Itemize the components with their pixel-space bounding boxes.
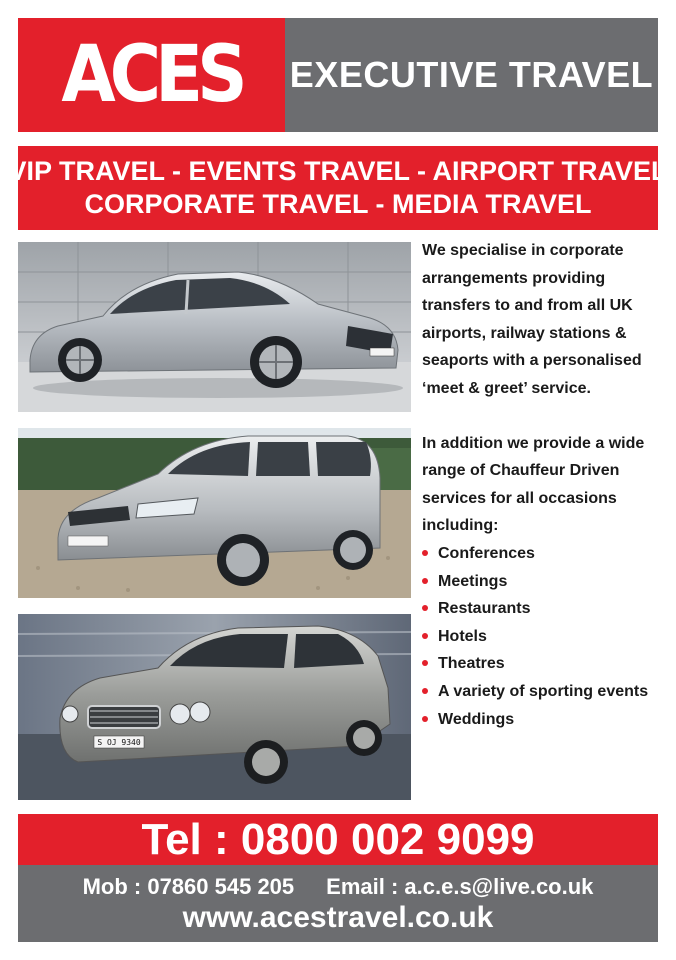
telephone-banner	[18, 814, 658, 865]
list-item	[422, 706, 658, 734]
telephone-number: Tel : 0800 002 9099	[141, 814, 535, 864]
chauffeur-paragraph: In addition we provide a wide range of Chauffeur Driven services for all occasions including:	[422, 434, 645, 535]
bullet-icon	[422, 605, 428, 611]
license-plate: S OJ 9340	[97, 738, 141, 747]
bullet-icon	[422, 633, 428, 639]
list-item	[422, 540, 658, 568]
website-link: www.acestravel.co.uk	[182, 900, 494, 934]
list-item	[422, 623, 658, 651]
occasion-label: A variety of sporting events	[438, 682, 649, 700]
occasions-list	[422, 540, 658, 733]
occasion-label: Hotels	[438, 627, 487, 645]
silver-mpv-photo	[18, 428, 411, 598]
aces-logo: ACES	[61, 30, 242, 120]
intro-paragraph: We specialise in corporate arrangements providing transfers to and from all UK airports, railway stations & seaports with a personalised ‘meet & greet’ service.	[422, 242, 642, 397]
bullet-icon	[422, 550, 428, 556]
email-address: Email : a.c.e.s@live.co.uk	[326, 873, 594, 899]
occasion-label: Theatres	[438, 655, 505, 673]
logo-panel	[18, 18, 285, 132]
silver-estate-saloon-photo	[18, 614, 411, 800]
bullet-icon	[422, 716, 428, 722]
title-panel	[285, 18, 658, 132]
list-item	[422, 568, 658, 596]
silver-saloon-photo	[18, 242, 411, 412]
occasion-label: Weddings	[438, 710, 515, 728]
services-line-1: VIP TRAVEL - EVENTS TRAVEL - AIRPORT TRAVEL	[8, 156, 668, 186]
bullet-icon	[422, 660, 428, 666]
services-banner	[8, 146, 668, 230]
bullet-icon	[422, 688, 428, 694]
services-line-2: CORPORATE TRAVEL - MEDIA TRAVEL	[84, 189, 592, 219]
list-item	[422, 678, 658, 706]
mobile-number: Mob : 07860 545 205	[82, 873, 295, 899]
contact-row	[83, 873, 594, 901]
occasion-label: Meetings	[438, 572, 508, 590]
list-item	[422, 595, 658, 623]
service-description	[422, 237, 658, 733]
list-item	[422, 650, 658, 678]
occasion-label: Restaurants	[438, 600, 531, 618]
occasion-label: Conferences	[438, 544, 535, 562]
page-title: EXECUTIVE TRAVEL	[289, 54, 654, 95]
bullet-icon	[422, 578, 428, 584]
contact-footer	[18, 865, 658, 942]
